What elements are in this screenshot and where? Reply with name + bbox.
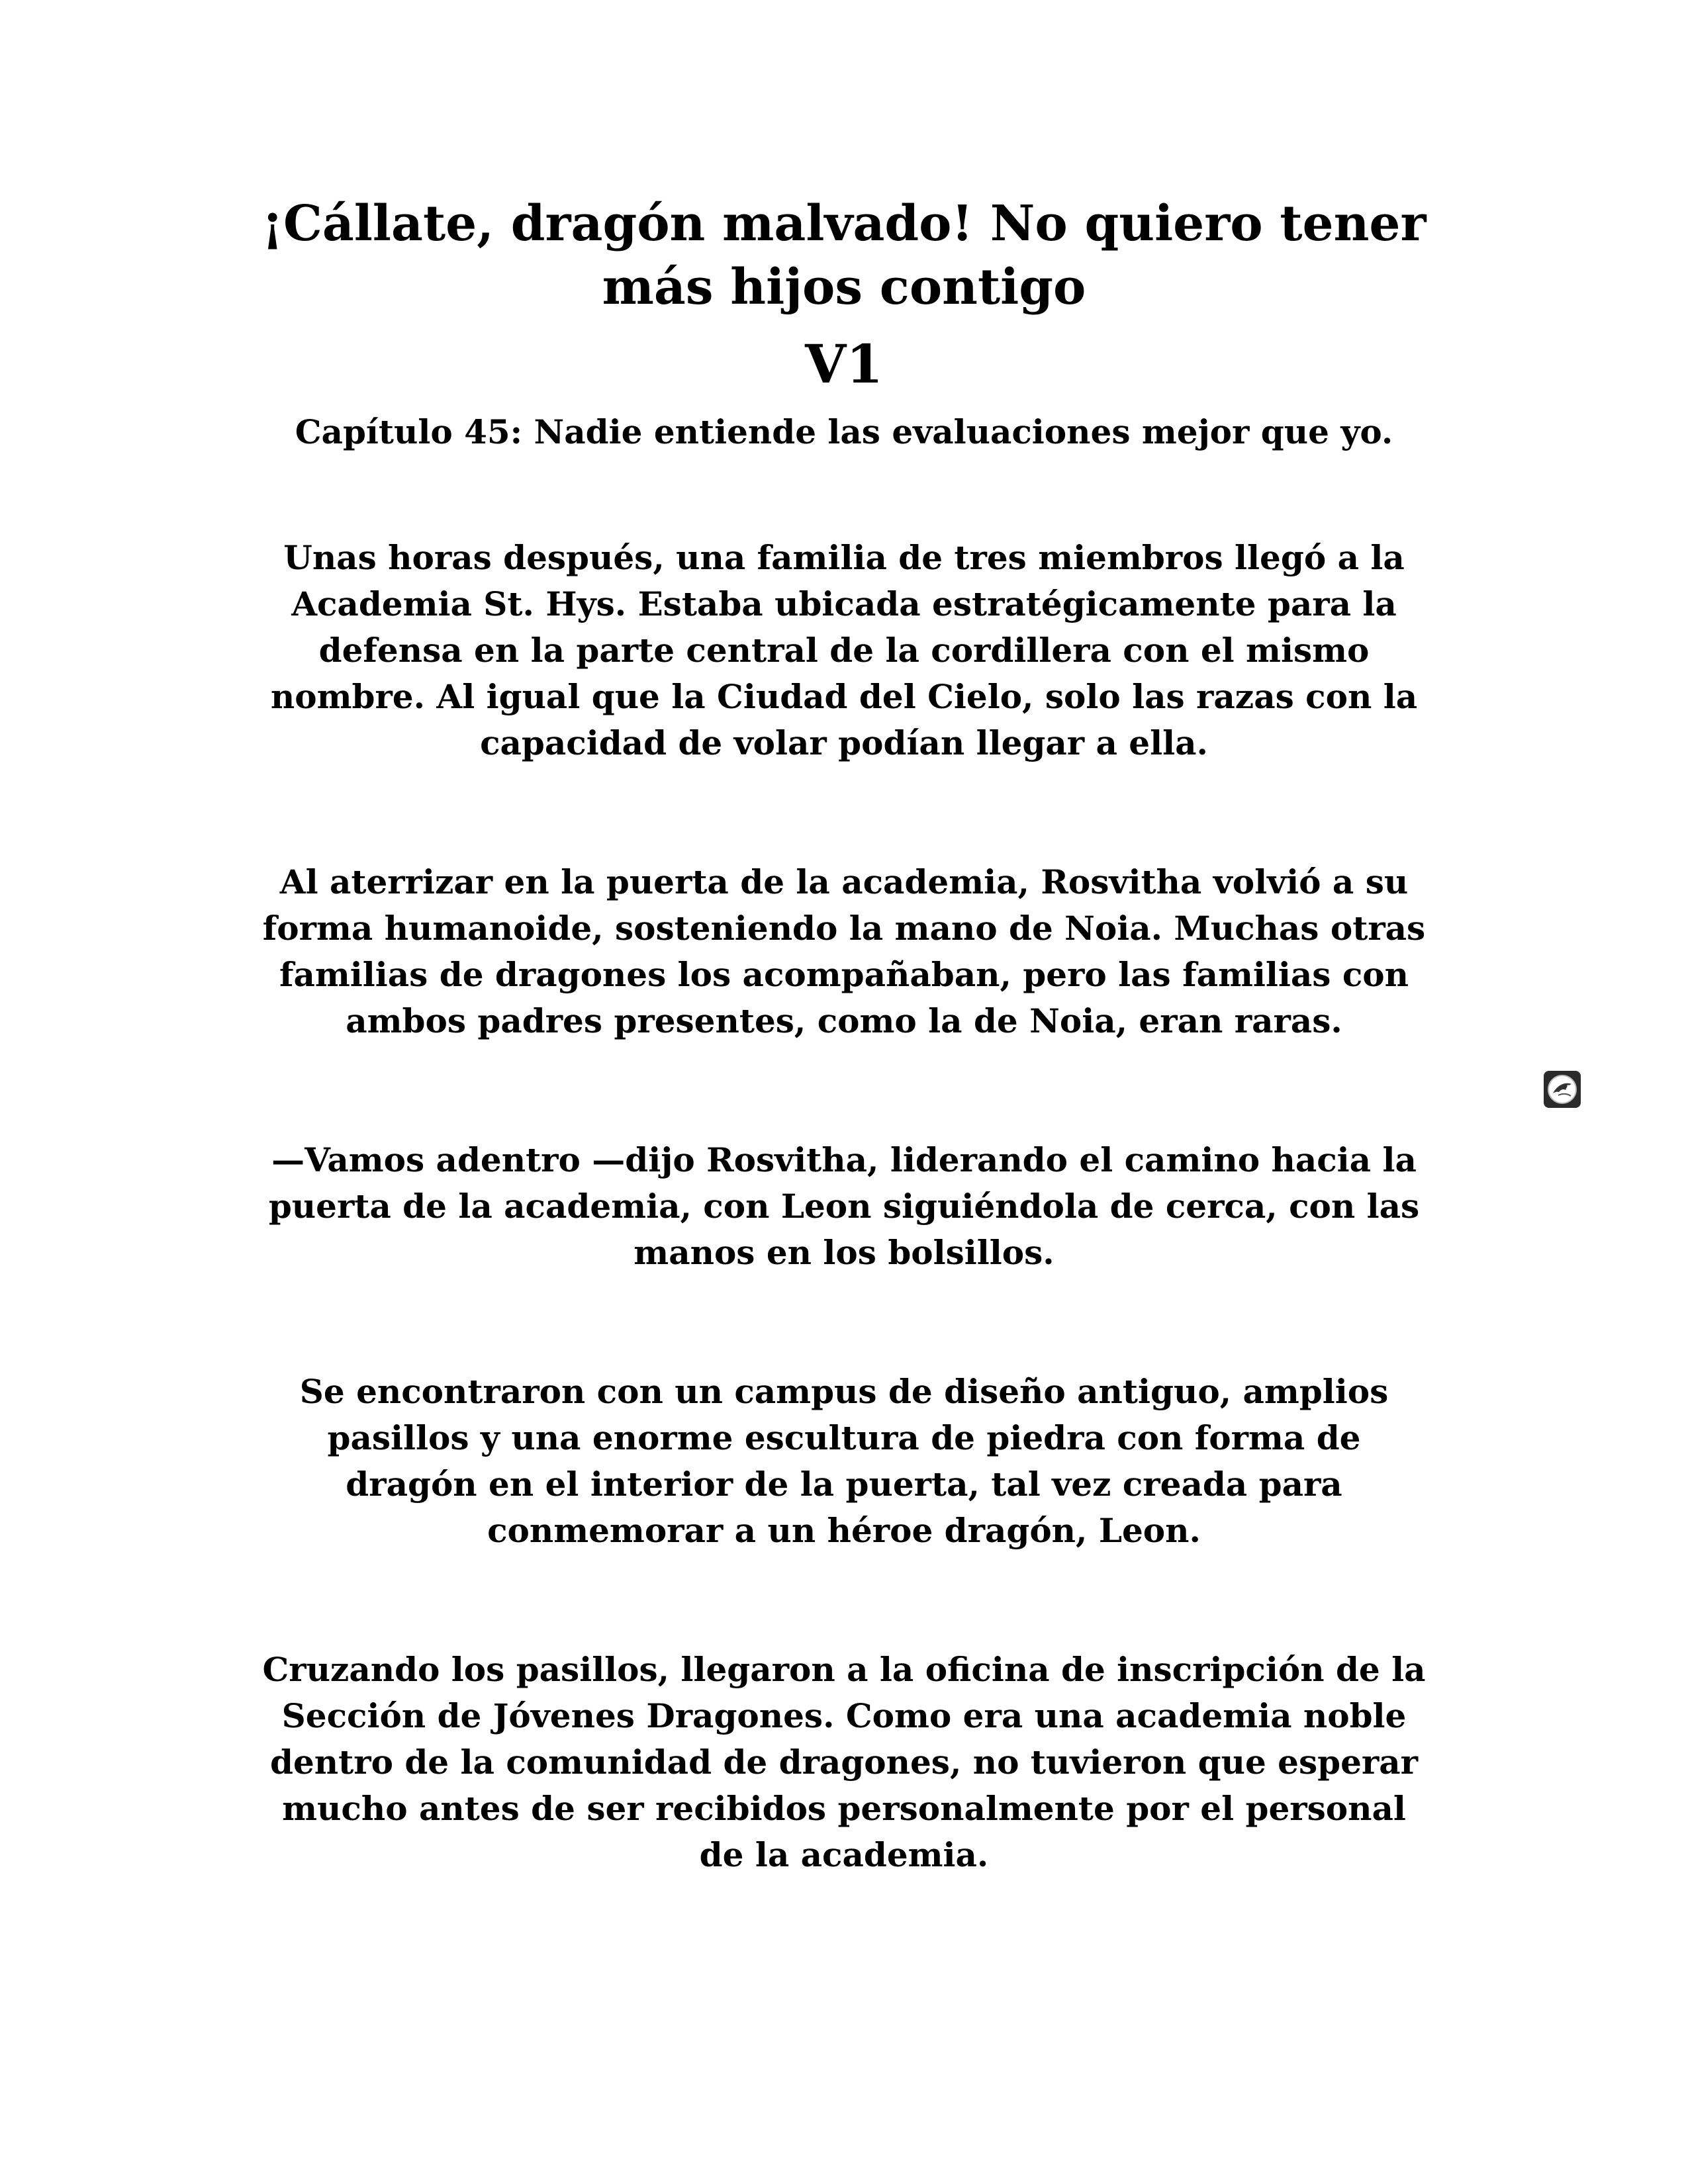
paragraph: Al aterrizar en la puerta de la academia, Rosvitha volvió a su forma humanoide, sosteniendo la mano de Noia. Muchas otras familias de dragones los acompañaban, pero las familias con ambos padres presentes, como la de Noia, eran raras. bbox=[262, 862, 1426, 1040]
paragraph: Cruzando los pasillos, llegaron a la oficina de inscripción de la Sección de Jóvenes Dragones. Como era una academia noble dentro de la comunidad de dragones, no tuvieron que esperar mucho antes de ser recibidos personalmente por el personal de la academia. bbox=[262, 1650, 1426, 1874]
document-page bbox=[218, 192, 1470, 1878]
volume-label: V1 bbox=[805, 333, 883, 395]
chapter-heading: Capítulo 45: Nadie entiende las evaluaciones mejor que yo. bbox=[295, 412, 1393, 451]
paragraph: Se encontraron con un campus de diseño antiguo, amplios pasillos y una enorme escultura de piedra con forma de dragón en el interior de la puerta, tal vez creada para conmemorar a un héroe dragón, Leon. bbox=[299, 1372, 1389, 1550]
document-title: ¡Cállate, dragón malvado! No quiero tener más hijos contigo bbox=[261, 195, 1427, 316]
paragraph: Unas horas después, una familia de tres miembros llegó a la Academia St. Hys. Estaba ubicada estratégicamente para la defensa en la parte central de la cordillera con el mismo nombre. Al igual que la Ciudad del Cielo, solo las razas con la capacidad de volar podían llegar a ella. bbox=[270, 538, 1418, 762]
paragraph: —Vamos adentro —dijo Rosvitha, liderando el camino hacia la puerta de la academia, con Leon siguiéndola de cerca, con las manos en los bolsillos. bbox=[268, 1140, 1420, 1272]
dragon-logo-icon bbox=[1544, 1071, 1581, 1108]
